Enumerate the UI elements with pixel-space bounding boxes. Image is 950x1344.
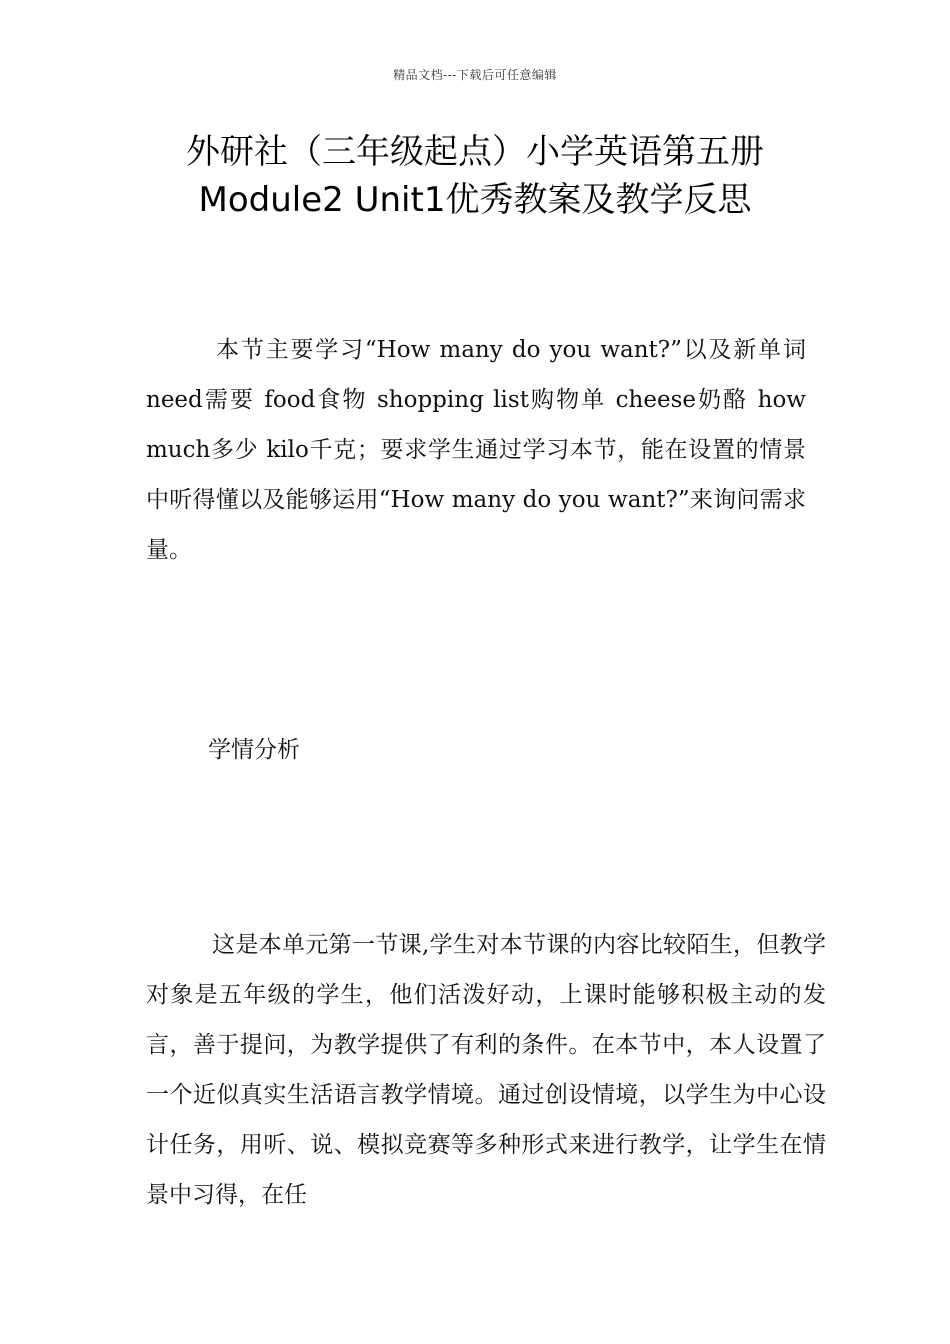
document-title bbox=[60, 128, 890, 224]
header-note: 精品文档---下载后可任意编辑 bbox=[393, 68, 557, 82]
section-heading: 学情分析 bbox=[208, 737, 300, 763]
title-line-1: 外研社（三年级起点）小学英语第五册 bbox=[186, 132, 764, 172]
title-line-2: Module2 Unit1优秀教案及教学反思 bbox=[198, 180, 752, 220]
intro-paragraph: 本节主要学习“How many do you want?”以及新单词 need需要 food食物 shopping list购物单 cheese奶酪 how much多少 kilo千克；要求学生通过学习本节，能在设置的情景中听得懂以及能够运用“How many do you want?”来询问需求量。 bbox=[146, 337, 806, 563]
analysis-paragraph: 这是本单元第一节课,学生对本节课的内容比较陌生，但教学对象是五年级的学生，他们活泼好动，上课时能够积极主动的发言，善于提问，为教学提供了有利的条件。在本节中，本人设置了一个近似真实生活语言教学情境。通过创设情境，以学生为中心设计任务，用听、说、模拟竞赛等多种形式来进行教学，让学生在情景中习得，在任 bbox=[146, 932, 826, 1208]
